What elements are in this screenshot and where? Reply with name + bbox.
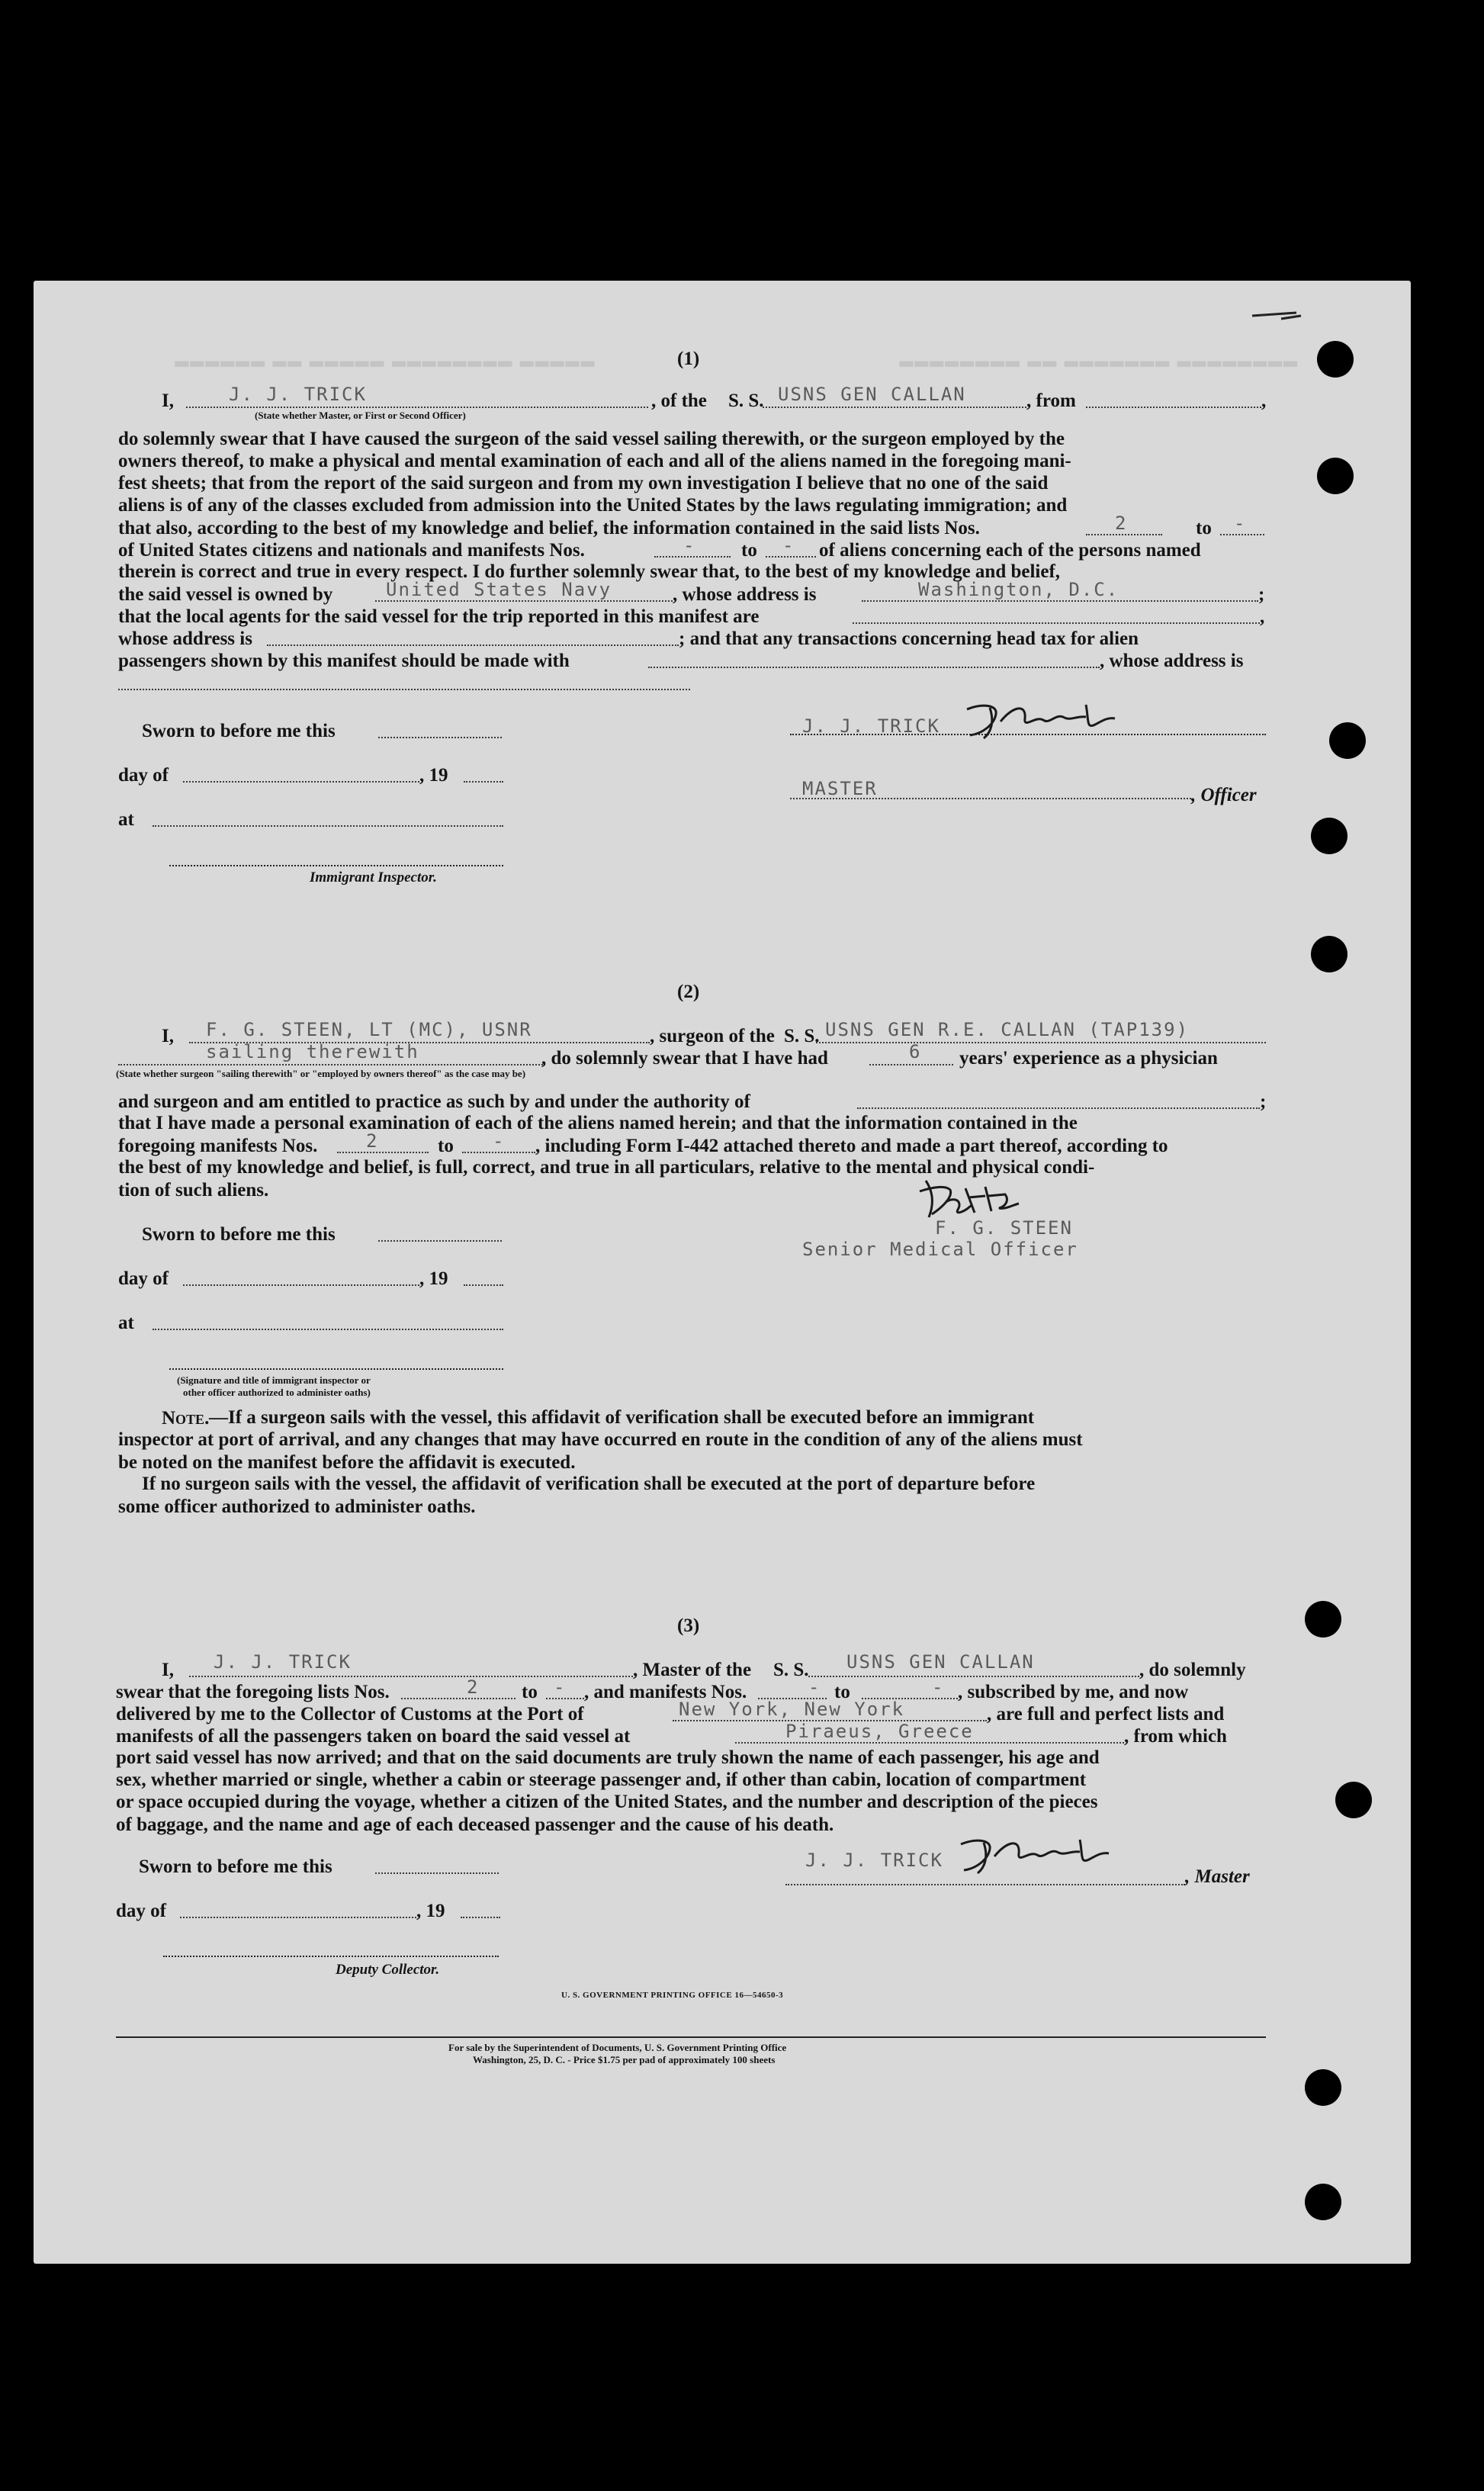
affidavit-1-line: the said vessel is owned by bbox=[118, 584, 333, 605]
sig-note-1: (Signature and title of immigrant inspector or bbox=[177, 1374, 371, 1386]
affidavit-2-line: the best of my knowledge and belief, is full, correct, and true in all particulars, relative to the mental and physical condi- bbox=[118, 1157, 1095, 1178]
affidavit-2-line: that I have made a personal examination of each of the aliens named herein; and that the information contained in the bbox=[118, 1113, 1078, 1133]
blank-line bbox=[790, 798, 1191, 799]
sworn-label: Sworn to before me this bbox=[142, 1224, 336, 1245]
punch-hole bbox=[1329, 722, 1366, 759]
footer-rule bbox=[116, 2036, 1266, 2038]
affidavit-2-line: and surgeon and am entitled to practice as such by and under the authority of bbox=[118, 1091, 750, 1112]
master-label: , Master bbox=[1185, 1866, 1250, 1887]
blank-line bbox=[375, 600, 673, 602]
section-2-number: (2) bbox=[677, 982, 700, 1002]
punch-hole bbox=[1311, 936, 1347, 972]
to-label: to bbox=[438, 1136, 454, 1156]
of-aliens-text: of aliens concerning each of the persons named bbox=[819, 540, 1201, 561]
to-label: to bbox=[834, 1682, 850, 1702]
years-field: 6 bbox=[909, 1041, 922, 1062]
affidavit-1-line: do solemnly swear that I have caused the surgeon of the said vessel sailing therewith, or the surgeon employed by the bbox=[118, 429, 1065, 449]
port-field: New York, New York bbox=[679, 1699, 905, 1720]
blank-line bbox=[462, 1152, 535, 1153]
year-label: , 19 bbox=[419, 1268, 448, 1289]
departure-field: Piraeus, Greece bbox=[785, 1721, 974, 1742]
manifests-from-field: - bbox=[808, 1676, 821, 1698]
section-3-number: (3) bbox=[677, 1615, 700, 1636]
blank-line bbox=[1086, 534, 1162, 535]
blank-line bbox=[378, 1240, 502, 1242]
affidavit-3-line: port said vessel has now arrived; and that on the said documents are truly shown the name of each passenger, his age and bbox=[116, 1747, 1100, 1768]
deputy-collector-label: Deputy Collector. bbox=[336, 1962, 440, 1978]
owner-field: United States Navy bbox=[386, 579, 612, 600]
blank-line bbox=[464, 1284, 503, 1286]
sailing-field: sailing therewith bbox=[206, 1041, 419, 1062]
affidavit-1-line: therein is correct and true in every respect. I do further solemnly swear that, to the best of my knowledge and belief, bbox=[118, 561, 1061, 582]
blank-line bbox=[1220, 534, 1264, 535]
note-line: some officer authorized to administer oaths. bbox=[118, 1496, 476, 1517]
vessel-name-field: USNS GEN R.E. CALLAN (TAP139) bbox=[825, 1019, 1190, 1040]
master-name-field: J. J. TRICK bbox=[214, 1651, 352, 1673]
blank-line bbox=[808, 1676, 1139, 1677]
blank-line bbox=[546, 1698, 584, 1699]
blank-line bbox=[853, 622, 1260, 624]
master-signed-name: J. J. TRICK bbox=[802, 715, 940, 737]
blank-line bbox=[766, 556, 816, 558]
blank-line bbox=[337, 1152, 429, 1153]
affidavit-1-line: of United States citizens and nationals and manifests Nos. bbox=[118, 540, 585, 561]
note-line: inspector at port of arrival, and any changes that may have occurred en route in the condition of any of the aliens must bbox=[118, 1429, 1083, 1450]
solemnly-text: , do solemnly bbox=[1139, 1660, 1246, 1680]
blank-line bbox=[785, 1884, 1185, 1885]
manifests-to-field: - bbox=[782, 535, 795, 556]
affidavit-1-line: passengers shown by this manifest should be made with bbox=[118, 651, 570, 671]
and-manifests-text: , and manifests Nos. bbox=[584, 1682, 747, 1702]
to-label: to bbox=[741, 540, 757, 561]
punch-hole bbox=[1317, 458, 1354, 494]
punch-hole bbox=[1305, 1601, 1341, 1638]
day-of-label: day of bbox=[118, 1268, 169, 1289]
lists-to-field: - bbox=[1234, 513, 1247, 534]
blank-line bbox=[648, 667, 1100, 668]
blank-line bbox=[464, 781, 503, 783]
manifests-from-field: 2 bbox=[366, 1130, 379, 1152]
ss-label: S. S. bbox=[773, 1660, 809, 1680]
day-of-label: day of bbox=[118, 765, 169, 786]
affidavit-2-line: tion of such aliens. bbox=[118, 1180, 269, 1201]
immigrant-inspector-label: Immigrant Inspector. bbox=[310, 869, 437, 886]
affidavit-2-line: foregoing manifests Nos. bbox=[118, 1136, 318, 1156]
affidavit-1-line: fest sheets; that from the report of the said surgeon and from my own investigation I believe that no one of the said bbox=[118, 473, 1049, 493]
blank-line bbox=[857, 1107, 1260, 1109]
surgeon-signed-title: Senior Medical Officer bbox=[802, 1239, 1078, 1260]
affidavit-3-line: swear that the foregoing lists Nos. bbox=[116, 1682, 390, 1702]
signature-trick bbox=[946, 1834, 1121, 1879]
manifests-to-field: - bbox=[932, 1676, 945, 1698]
affidavit-1-line: that the local agents for the said vessel for the trip reported in this manifest are bbox=[118, 606, 760, 627]
punch-hole bbox=[1305, 2069, 1341, 2106]
at-label: at bbox=[118, 1313, 134, 1333]
officer-name-field: J. J. TRICK bbox=[229, 384, 367, 405]
gpo-imprint: U. S. GOVERNMENT PRINTING OFFICE 16—54650-3 bbox=[561, 1991, 784, 2000]
sworn-label: Sworn to before me this bbox=[142, 721, 336, 741]
whose-address-label: , whose address is bbox=[1100, 651, 1244, 671]
blank-line bbox=[735, 1742, 1124, 1744]
semicolon: ; bbox=[1260, 1091, 1267, 1112]
blank-line bbox=[183, 781, 419, 783]
comma: , bbox=[1260, 606, 1265, 627]
ss-label: S. S. bbox=[784, 1026, 820, 1046]
years-text: years' experience as a physician bbox=[959, 1048, 1218, 1069]
affidavit-3-line: or space occupied during the voyage, whether a citizen of the United States, and the number and description of the pieces bbox=[116, 1792, 1098, 1812]
ss-label: S. S. bbox=[728, 391, 764, 411]
affidavit-1-line: aliens is of any of the classes excluded from admission into the United States by the laws regulating immigration; and bbox=[118, 495, 1068, 516]
punch-hole bbox=[1311, 818, 1347, 854]
vessel-name-field: USNS GEN CALLAN bbox=[846, 1651, 1035, 1673]
blank-line bbox=[461, 1917, 500, 1918]
blank-line bbox=[401, 1698, 516, 1699]
lists-from-field: 2 bbox=[467, 1676, 480, 1698]
affidavit-3-line: manifests of all the passengers taken on board the said vessel at bbox=[116, 1726, 631, 1747]
year-label: , 19 bbox=[416, 1901, 445, 1921]
surgeon-of-label: , surgeon of the bbox=[650, 1026, 775, 1046]
signature-line bbox=[169, 1368, 503, 1370]
rank-note: (State whether Master, or First or Second Officer) bbox=[255, 410, 466, 421]
swear-text: , do solemnly swear that I have had bbox=[541, 1048, 828, 1069]
affidavit-1-line: that also, according to the best of my knowledge and belief, the information contained in the said lists Nos. bbox=[118, 518, 980, 538]
corner-mark bbox=[1251, 308, 1304, 323]
sworn-label: Sworn to before me this bbox=[139, 1856, 332, 1877]
affidavit-3-line: of baggage, and the name and age of each deceased passenger and the cause of his death. bbox=[116, 1814, 834, 1835]
bleed-through-text: ▂▂▂▂▂▂ ▂▂ ▂▂▂▂▂ ▂▂▂▂▂▂▂▂ ▂▂▂▂▂ bbox=[175, 347, 596, 366]
comma: , bbox=[1261, 391, 1267, 411]
blank-line bbox=[118, 689, 690, 690]
blank-line bbox=[118, 1064, 545, 1066]
blank-line bbox=[186, 407, 648, 408]
full-perfect-text: , are full and perfect lists and bbox=[987, 1704, 1225, 1724]
year-label: , 19 bbox=[419, 765, 448, 786]
blank-line bbox=[153, 1329, 503, 1330]
blank-line bbox=[816, 1042, 1266, 1043]
affidavit-3-line: sex, whether married or single, whether a cabin or steerage passenger and, if other than cabin, location of compartment bbox=[116, 1769, 1087, 1790]
blank-line bbox=[375, 1872, 499, 1874]
form-text: , including Form I-442 attached thereto and made a part thereof, according to bbox=[535, 1136, 1168, 1156]
note-line: —If a surgeon sails with the vessel, this affidavit of verification shall be executed before an immigrant bbox=[209, 1407, 1035, 1428]
section-2-i: I, bbox=[162, 1026, 174, 1046]
bleed-through-text: ▂▂▂▂▂▂▂▂ ▂▂ ▂▂▂▂▂▂▂ ▂▂▂▂▂▂▂▂ bbox=[900, 347, 1299, 366]
blank-line bbox=[862, 600, 1258, 602]
blank-line bbox=[183, 1284, 419, 1286]
officer-label: , Officer bbox=[1191, 785, 1257, 805]
whose-address-label: , whose address is bbox=[673, 584, 817, 605]
signature-line bbox=[163, 1956, 499, 1957]
section-1-number: (1) bbox=[677, 349, 700, 369]
to-label: to bbox=[522, 1682, 538, 1702]
blank-line bbox=[378, 737, 502, 738]
blank-line bbox=[869, 1064, 953, 1066]
master-signed-name: J. J. TRICK bbox=[805, 1850, 943, 1871]
note-line: If no surgeon sails with the vessel, the affidavit of verification shall be executed at the port of departure before bbox=[142, 1474, 1036, 1494]
from-which-text: , from which bbox=[1124, 1726, 1227, 1747]
affidavit-3-line: delivered by me to the Collector of Customs at the Port of bbox=[116, 1704, 584, 1724]
lists-from-field: 2 bbox=[1115, 513, 1128, 534]
punch-hole bbox=[1335, 1782, 1372, 1818]
semicolon: ; bbox=[1258, 584, 1265, 605]
punch-hole bbox=[1317, 341, 1354, 378]
of-the-label: , of the bbox=[651, 391, 707, 411]
sale-line-2: Washington, 25, D. C. - Price $1.75 per pad of approximately 100 sheets bbox=[473, 2054, 776, 2065]
manifests-from-field: - bbox=[683, 535, 696, 556]
note-label: Note. bbox=[162, 1408, 210, 1429]
blank-line bbox=[180, 1917, 416, 1918]
sale-line-1: For sale by the Superintendent of Documents, U. S. Government Printing Office bbox=[448, 2042, 787, 2053]
officer-title-field: MASTER bbox=[802, 778, 878, 799]
surgeon-name-field: F. G. STEEN, LT (MC), USNR bbox=[206, 1019, 532, 1040]
affidavit-1-line: whose address is bbox=[118, 628, 252, 649]
blank-line bbox=[1086, 407, 1261, 408]
manifests-to-field: - bbox=[493, 1130, 506, 1152]
sig-note-2: other officer authorized to administer oaths) bbox=[183, 1387, 371, 1398]
section-3-i: I, bbox=[162, 1660, 174, 1680]
at-label: at bbox=[118, 809, 134, 830]
note-line: be noted on the manifest before the affidavit is executed. bbox=[118, 1452, 576, 1473]
blank-line bbox=[267, 644, 679, 646]
lists-to-field: - bbox=[554, 1676, 567, 1698]
head-tax-text: ; and that any transactions concerning head tax for alien bbox=[679, 628, 1139, 649]
surgeon-signed-name: F. G. STEEN bbox=[935, 1217, 1073, 1239]
vessel-name-field: USNS GEN CALLAN bbox=[778, 384, 966, 405]
signature-line bbox=[790, 734, 1266, 735]
blank-line bbox=[189, 1676, 633, 1677]
blank-line bbox=[763, 407, 1026, 408]
master-of-label: , Master of the bbox=[633, 1660, 752, 1680]
punch-hole bbox=[1305, 2184, 1341, 2220]
subscribed-text: , subscribed by me, and now bbox=[958, 1682, 1189, 1702]
affidavit-1-line: owners thereof, to make a physical and mental examination of each and all of the aliens named in the foregoing mani- bbox=[118, 451, 1071, 471]
day-of-label: day of bbox=[116, 1901, 166, 1921]
from-label: , from bbox=[1026, 391, 1076, 411]
section-1-i: I, bbox=[162, 391, 174, 411]
to-label: to bbox=[1196, 518, 1212, 538]
state-note: (State whether surgeon "sailing therewith" or "employed by owners thereof" as the case may be) bbox=[116, 1068, 526, 1079]
blank-line bbox=[654, 556, 731, 558]
owner-address-field: Washington, D.C. bbox=[918, 579, 1119, 600]
blank-line bbox=[153, 825, 503, 827]
